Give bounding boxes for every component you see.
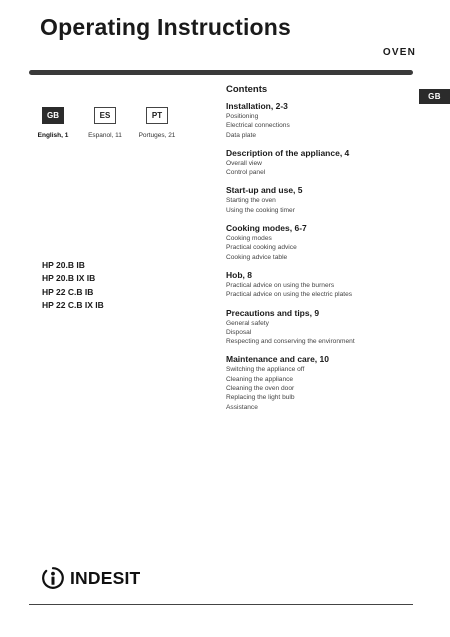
toc-item[interactable]: Practical advice on using the burners [226, 281, 335, 289]
table-of-contents [226, 101, 426, 420]
language-caption: Espanol, 11 [88, 132, 122, 139]
language-code-box: GB [42, 107, 64, 124]
brand-name: INDESIT [70, 567, 141, 588]
product-type-label: OVEN [382, 47, 416, 58]
toc-section [226, 101, 426, 140]
contents-title: Contents [226, 84, 268, 95]
gb-side-tab: GB [419, 89, 450, 104]
toc-item[interactable]: Data plate [226, 131, 257, 139]
toc-section-heading[interactable]: Description of the appliance, 4 [226, 147, 350, 158]
brand-logo [41, 566, 140, 590]
toc-section-heading[interactable]: Precautions and tips, 9 [226, 307, 320, 318]
toc-section-heading[interactable]: Installation, 2-3 [226, 101, 288, 111]
model-number: HP 20.B IB [42, 260, 85, 270]
toc-item[interactable]: General safety [226, 319, 269, 327]
indesit-i-logo-icon [41, 566, 65, 590]
language-caption: English, 1 [37, 132, 69, 139]
toc-item[interactable]: Practical cooking advice [226, 244, 297, 252]
toc-section [226, 270, 426, 300]
toc-item[interactable]: Cleaning the appliance [226, 375, 294, 383]
toc-section [226, 308, 426, 347]
header-rule [29, 70, 413, 75]
toc-section-heading[interactable]: Maintenance and care, 10 [226, 354, 329, 365]
toc-item[interactable]: Assistance [226, 403, 258, 411]
toc-item[interactable]: Using the cooking timer [226, 206, 295, 214]
language-es[interactable] [75, 107, 135, 139]
toc-section-heading[interactable]: Start-up and use, 5 [226, 185, 303, 196]
toc-section [226, 185, 426, 215]
toc-item[interactable]: Practical advice on using the electric plates [226, 291, 353, 299]
toc-section-heading[interactable]: Cooking modes, 6-7 [226, 223, 307, 234]
toc-item[interactable]: Cooking modes [226, 235, 272, 243]
language-pt[interactable] [127, 107, 187, 139]
toc-item[interactable]: Disposal [226, 328, 252, 336]
language-caption: Portuges, 21 [138, 132, 176, 139]
toc-item[interactable]: Replacing the light bulb [226, 394, 295, 402]
toc-section-heading[interactable]: Hob, 8 [226, 269, 252, 280]
language-gb[interactable] [23, 107, 83, 139]
toc-item[interactable]: Cooking advice table [226, 253, 288, 261]
toc-item[interactable]: Starting the oven [226, 197, 276, 205]
toc-item[interactable]: Switching the appliance off [226, 366, 305, 374]
footer-rule [29, 604, 413, 605]
language-code-box: ES [94, 107, 116, 124]
toc-item[interactable]: Respecting and conserving the environment [226, 338, 355, 346]
model-number: HP 22 C.B IX IB [42, 299, 104, 310]
toc-item[interactable]: Control panel [226, 169, 266, 177]
language-code-box: PT [146, 107, 168, 124]
model-number: HP 20.B IX IB [42, 273, 96, 284]
model-number: HP 22 C.B IB [42, 286, 94, 297]
toc-section [226, 354, 426, 411]
toc-item[interactable]: Positioning [226, 113, 259, 120]
toc-item[interactable]: Overall view [226, 159, 262, 167]
toc-item[interactable]: Cleaning the oven door [226, 385, 295, 393]
toc-section [226, 148, 426, 178]
model-list [42, 259, 104, 312]
toc-section [226, 223, 426, 262]
page-title: Operating Instructions [40, 14, 292, 40]
toc-item[interactable]: Electrical connections [226, 122, 290, 130]
